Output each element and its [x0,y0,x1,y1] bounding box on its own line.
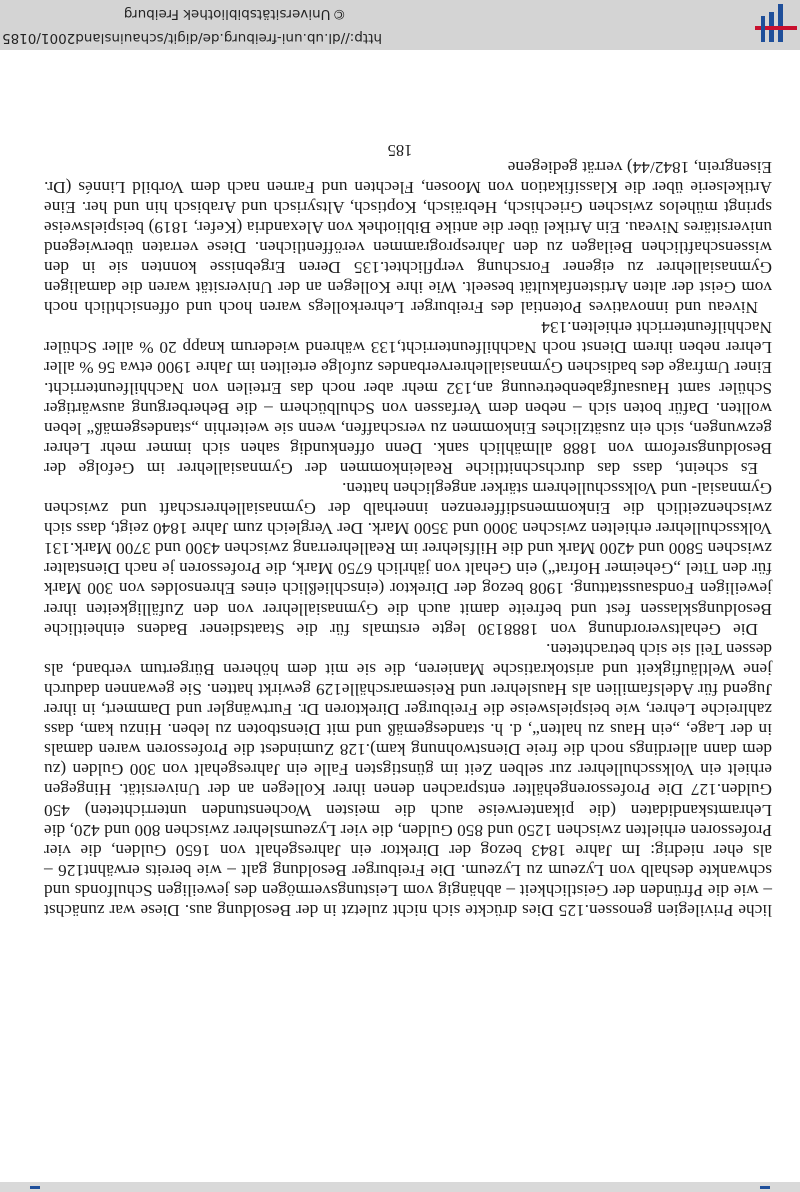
footer-bar [0,0,800,50]
page-content [0,50,800,1182]
copyright-symbol: © [332,6,346,22]
body-text [44,156,772,920]
copyright-holder: Universitätsbibliothek Freiburg [123,6,331,22]
paragraph: Die Gehaltsverordnung von 1888130 legte erstmals für die Staatsdiener Badens einheitliche Besoldungsklassen fest und befreite damit auch die Gymnasiallehrer von den Zufälligkeiten ihrer jeweiligen Fondsausstattung. 1908 bezog der Direktor (einschließlich eines Ehrensoldes von 300 Mark für den Titel „Geheimer Hofrat“) ein Gehalt von jährlich 6750 Mark, die Professoren je nach Dienstalter zwischen 5800 und 4200 Mark und die Hilfslehrer im Reallehrerrang zwischen 4300 und 3700 Mark.131 Volksschullehrer erhielten zwischen 3000 und 3500 Mark. Der Vergleich zum Jahre 1840 zeigt, dass sich zwischenzeitlich die Einkommensdifferenzen innerhalb der Gymnasiallehrerschaft und zwischen Gymnasial- und Volksschullehrern stärker angeglichen hatten. [44,479,772,639]
page-number: 185 [387,141,413,160]
copyright-notice [124,6,346,22]
paragraph: Es scheint, dass das durchschnittliche Realeinkommen der Gymnasiallehrer im Gefolge der Besoldungsreform von 1888 allmählich sank. Denn offenkundig sahen sich immer mehr Lehrer gezwungen, sich ein zusätzliches Einkommen zu verschaffen, wenn sie weiterhin „standesgemäß“ leben wollten. Dafür boten sich – neben dem Verfassen von Schulbüchern – die Beherbergung auswärtiger Schüler samt Hausaufgabenbetreuung an,132 mehr aber noch das Erteilen von Nachhilfeunterricht. Einer Umfrage des badischen Gymnasiallehrerverbandes zufolge erteilten im Jahre 1900 etwa 56 % aller Lehrer neben ihrem Dienst noch Nachhilfeunterricht,133 während wiederum knapp 20 % aller Schüler Nachhilfeunterricht erhielten.134 [44,318,772,478]
top-bar [0,1182,800,1192]
paragraph: liche Privilegien genossen.125 Dies drückte sich nicht zuletzt in der Besoldung aus. Diese war zunächst – wie die Pfründen der Geistlichkeit – abhängig vom Leistungsvermögen des jeweiligen Schulfonds und schwankte deshalb von Lyzeum zu Lyzeum. Die Freiburger Besoldung galt – wie bereits erwähnt126 – als eher niedrig: Im Jahre 1843 bezog der Direktor ein Jahresgehalt von 1650 Gulden, die vier Professoren erhielten zwischen 1250 und 850 Gulden, die vier Lyzeumslehrer zwischen 800 und 420, die Lehramtskandidaten (die pikanterweise auch die meisten Wochenstunden unterrichteten) 450 Gulden.127 Die Professorengehälter entsprachen denen ihrer Kollegen an der Universität. Hingegen erhielt ein Volksschullehrer zur selben Zeit im günstigsten Falle ein Jahresgehalt von 300 Gulden (zu dem dann allerdings noch die freie Dienstwohnung kam).128 Zumindest die Professoren waren damals in der Lage, „ein Haus zu halten“, d. h. standesgemäß und mit Dienstboten zu leben. Hinzu kam, dass zahlreiche Lehrer, wie beispielsweise die Freiburger Direktoren Dr. Furtwängler und Dammert, in ihrer Jugend für Adelsfamilien als Hauslehrer und Reisemarschälle129 gewirkt hatten. Sie gewannen dadurch jene Weltläufigkeit und aristokratische Manieren, die sie mit dem höheren Bürgertum verband, als dessen Teil sie sich betrachteten. [44,639,772,920]
ub-freiburg-logo-icon [750,0,800,50]
paragraph: Niveau und innovatives Potential des Freiburger Lehrerkollegs waren hoch und offensichtlich noch vom Geist der alten Artistenfakultät beseelt. Wie ihre Kollegen an der Universität waren die damaligen Gymnasiallehrer zu eigener Forschung verpflichtet.135 Deren Ergebnisse konnten sie in den wissenschaftlichen Beilagen zu den Jahresprogrammen veröffentlichen. Diese verraten überwiegend universitäres Niveau. Ein Artikel über die antike Bibliothek von Alexandria (Kefer, 1819) beispielsweise springt mühelos zwischen Griechisch, Hebräisch, Koptisch, Altsyrisch und Arabisch hin und her. Eine Artikelserie über die Klassifikation von Moosen, Flechten und Farnen nach dem Vorbild Linnés (Dr. Eisengrein, 1842/44) verrät gediegene [44,157,772,318]
source-url[interactable]: http://dl.ub.uni-freiburg.de/digit/schauinsland2001/0185 [2,30,382,46]
